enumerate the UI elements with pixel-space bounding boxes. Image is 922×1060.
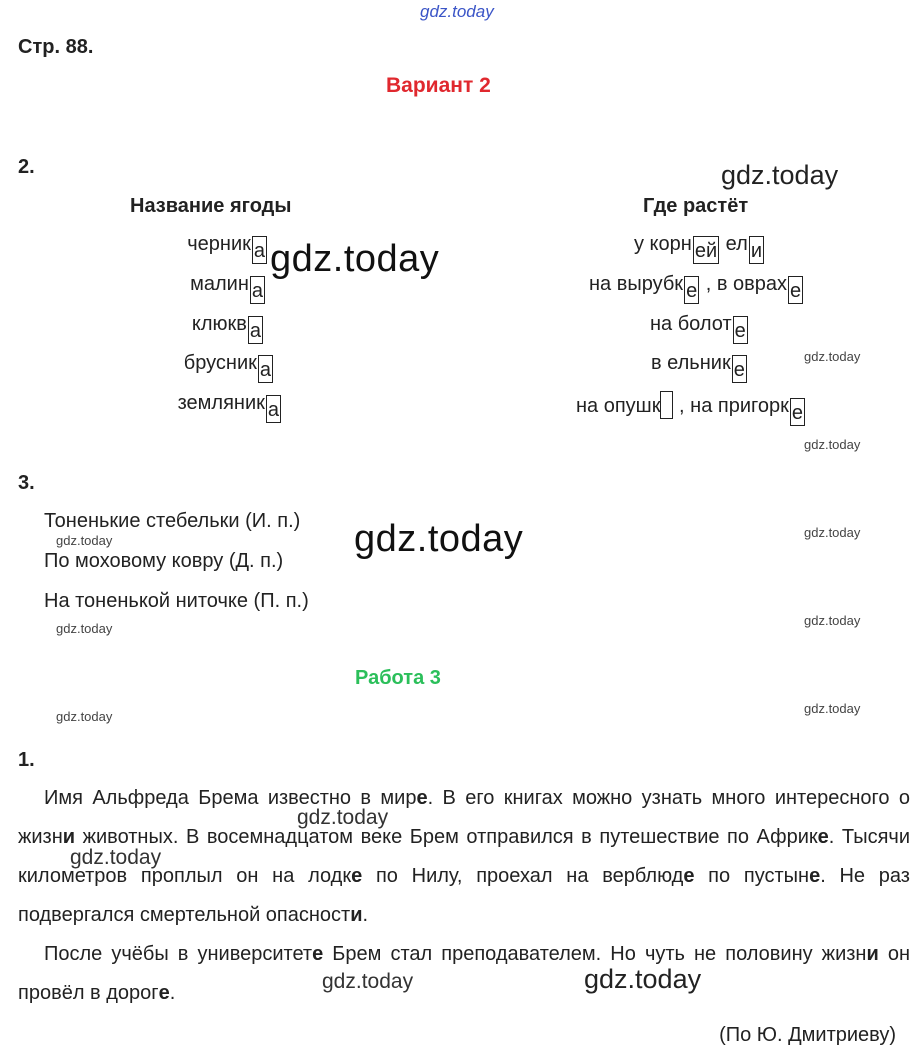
- ending-box: [660, 391, 673, 419]
- berry-stem: черник: [187, 233, 251, 255]
- watermark: gdz.today: [804, 701, 861, 716]
- ending-box: е: [684, 276, 699, 304]
- phrase-line: Тоненькие стебельки (И. п.): [44, 510, 301, 532]
- place-text: в ельник: [651, 352, 731, 374]
- berry-stem: клюкв: [191, 313, 247, 335]
- place-item: [651, 351, 748, 383]
- ending-box: и: [749, 236, 764, 264]
- watermark: gdz.today: [804, 349, 861, 364]
- page-reference: Стр. 88.: [18, 36, 94, 58]
- place-text: , на пригорк: [673, 395, 789, 417]
- place-item: [634, 232, 765, 264]
- task-3-number: 3.: [18, 472, 35, 494]
- ending-box: а: [266, 395, 281, 423]
- ending-box: е: [733, 316, 748, 344]
- watermark: gdz.today: [804, 437, 861, 452]
- berry-stem: малин: [190, 273, 249, 295]
- watermark: gdz.today: [297, 806, 389, 829]
- place-text: на опушк: [576, 395, 661, 417]
- place-item: [576, 391, 806, 426]
- work-number: 3: [429, 667, 441, 689]
- berry-stem: брусник: [183, 352, 257, 374]
- ending-box: а: [252, 236, 267, 264]
- place-text: ел: [720, 233, 748, 255]
- watermark: gdz.today: [322, 970, 414, 993]
- story-paragraph-2: После учёбы в университете Брем стал преподавателем. Но чуть не половину жизни он провёл в дороге.: [18, 943, 910, 1004]
- watermark: gdz.today: [56, 533, 113, 548]
- berry-item: [190, 272, 266, 304]
- ending-box: ей: [693, 236, 719, 264]
- column-header-place: Где растёт: [643, 195, 749, 217]
- place-item: [589, 272, 804, 304]
- ending-box: е: [732, 355, 747, 383]
- watermark: gdz.today: [70, 846, 162, 869]
- watermark-top: gdz.today: [420, 2, 494, 21]
- task-2-number: 2.: [18, 156, 35, 178]
- story-source: (По Ю. Дмитриеву): [719, 1024, 896, 1046]
- place-text: на болот: [650, 313, 732, 335]
- variant-title: Вариант 2: [386, 74, 491, 97]
- berry-item: [187, 232, 268, 264]
- watermark: gdz.today: [721, 160, 839, 190]
- ending-box: а: [248, 316, 263, 344]
- watermark: gdz.today: [56, 709, 113, 724]
- work-label: Работа: [355, 667, 425, 689]
- place-text: на вырубк: [589, 273, 684, 295]
- watermark: gdz.today: [584, 964, 702, 994]
- column-header-berry: Название ягоды: [130, 195, 292, 217]
- berry-item: [192, 312, 264, 344]
- ending-box: е: [788, 276, 803, 304]
- ending-box: а: [250, 276, 265, 304]
- phrase-line: По моховому ковру (Д. п.): [44, 550, 284, 572]
- work-title: [355, 667, 441, 690]
- berry-item: [184, 351, 274, 383]
- watermark: gdz.today: [56, 621, 113, 636]
- story-paragraph-1: Имя Альфреда Брема известно в мире. В его книгах можно узнать много интересного о жизни животных. В восемнадцатом веке Брем отправился в путешествие по Африке. Тысячи километров проплыл он на лодке по Нилу, проехал на верблюде по пустыне. Не раз подвергался смертельной опасности.: [18, 787, 910, 926]
- phrase-line: На тоненькой ниточке (П. п.): [44, 590, 309, 612]
- place-item: [650, 312, 749, 344]
- task-1-number: 1.: [18, 749, 35, 771]
- place-text: , в оврах: [700, 273, 788, 295]
- berry-item: [178, 391, 282, 423]
- watermark: gdz.today: [804, 525, 861, 540]
- ending-box: а: [258, 355, 273, 383]
- place-text: у корн: [634, 233, 692, 255]
- berry-stem: земляник: [177, 392, 265, 414]
- watermark: gdz.today: [354, 518, 524, 560]
- ending-box: е: [790, 398, 805, 426]
- watermark: gdz.today: [270, 238, 440, 280]
- watermark: gdz.today: [804, 613, 861, 628]
